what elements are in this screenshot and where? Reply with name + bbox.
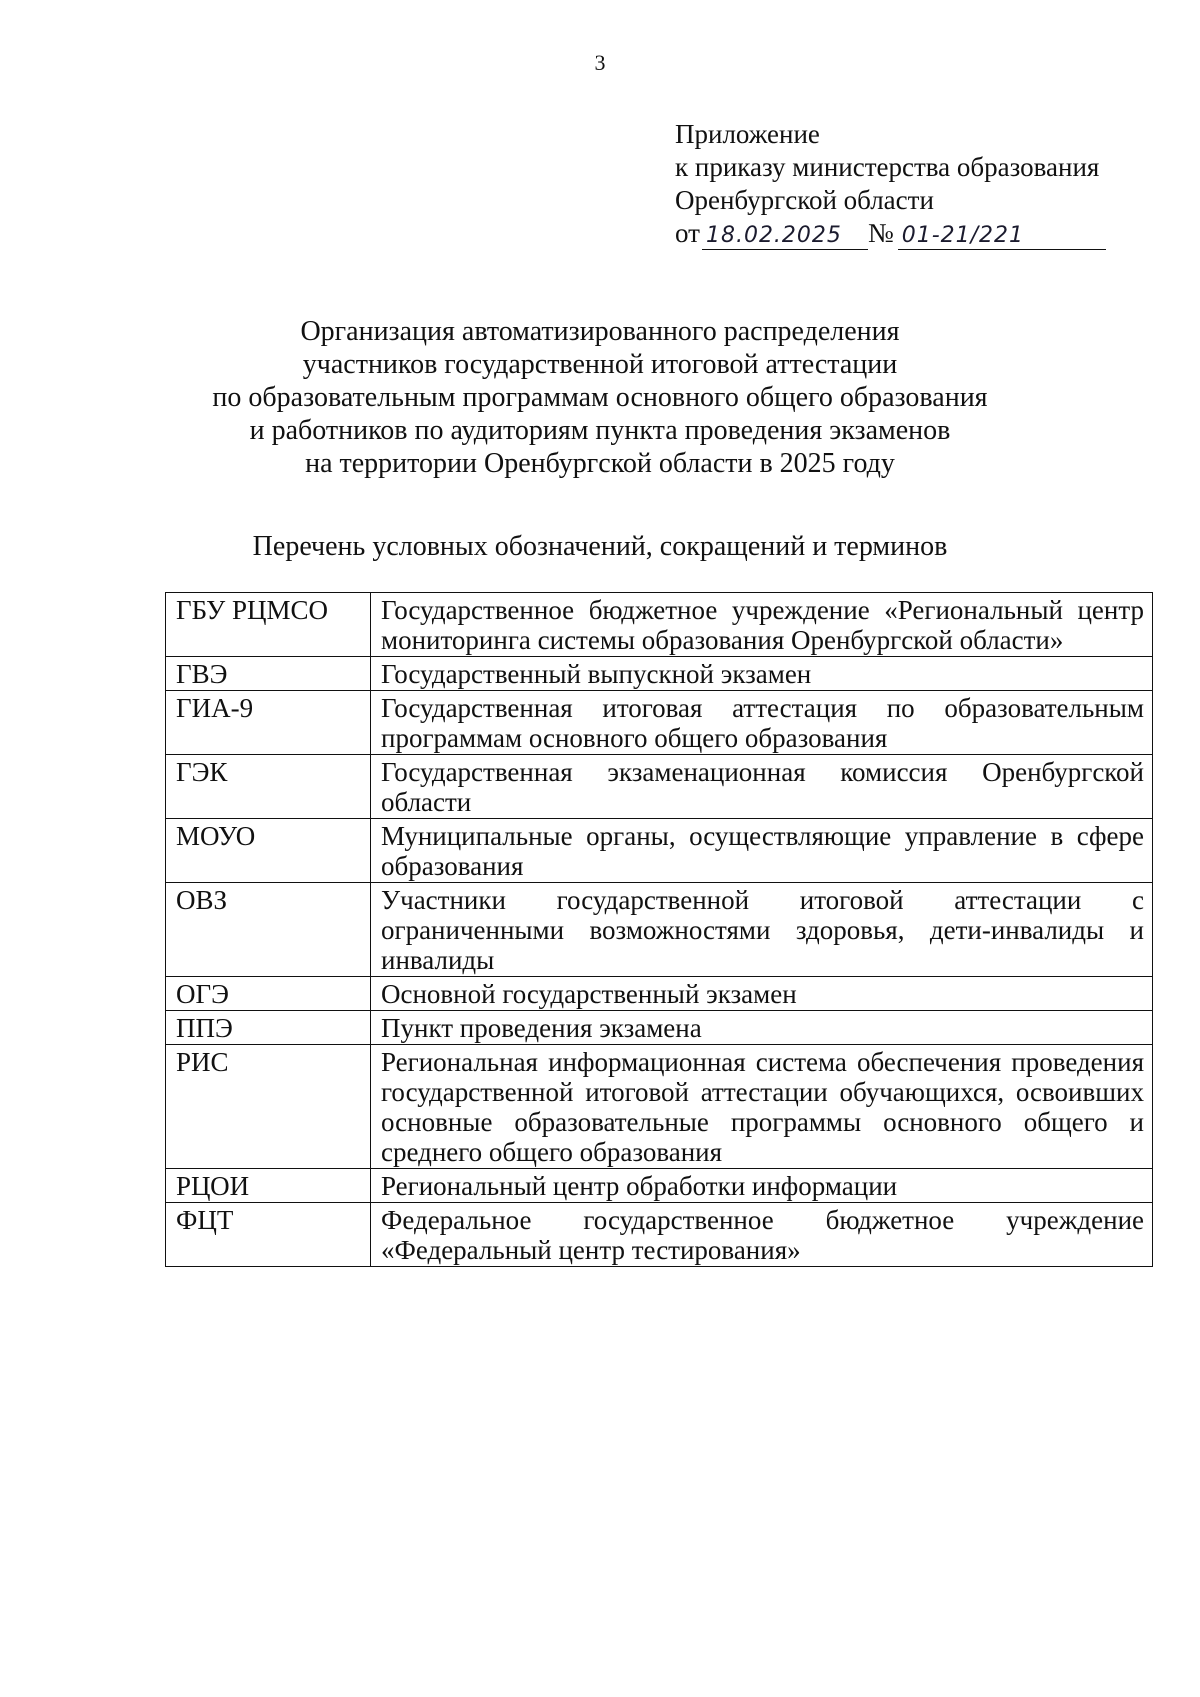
title-line: Организация автоматизированного распределения xyxy=(300,316,900,347)
date-prefix: от xyxy=(675,218,700,248)
title-line: участников государственной итоговой аттестации xyxy=(302,349,898,380)
term-definition: Государственное бюджетное учреждение «Региональный центр мониторинга системы образования Оренбургской области» xyxy=(371,593,1153,657)
term-abbreviation: ГБУ РЦМСО xyxy=(166,593,371,657)
handwritten-date: 18.02.2025 xyxy=(702,223,868,250)
term-abbreviation: ППЭ xyxy=(166,1011,371,1045)
term-definition: Государственная итоговая аттестация по образовательным программам основного общего образования xyxy=(371,691,1153,755)
table-row xyxy=(166,1203,1153,1267)
term-abbreviation: ОГЭ xyxy=(166,977,371,1011)
term-definition: Региональный центр обработки информации xyxy=(371,1169,1153,1203)
term-definition: Региональная информационная система обеспечения проведения государственной итоговой аттестации обучающихся, освоивших основные образовательные программы основного общего и среднего общего образования xyxy=(371,1045,1153,1169)
table-row xyxy=(166,755,1153,819)
term-abbreviation: ОВЗ xyxy=(166,883,371,977)
table-row xyxy=(166,657,1153,691)
handwritten-order-number: 01-21/221 xyxy=(898,223,1106,250)
annex-region-line: Оренбургской области xyxy=(675,185,934,215)
table-row xyxy=(166,1011,1153,1045)
term-definition: Участники государственной итоговой аттестации с ограниченными возможностями здоровья, дети-инвалиды и инвалиды xyxy=(371,883,1153,977)
annex-order-line: к приказу министерства образования xyxy=(675,152,1100,182)
term-abbreviation: ГВЭ xyxy=(166,657,371,691)
annex-label: Приложение xyxy=(675,119,820,149)
terms-table xyxy=(165,592,1153,1267)
term-definition: Государственная экзаменационная комиссия Оренбургской области xyxy=(371,755,1153,819)
table-row xyxy=(166,691,1153,755)
table-row xyxy=(166,593,1153,657)
page-number: 3 xyxy=(594,50,606,75)
title-line: и работников по аудиториям пункта проведения экзаменов xyxy=(249,415,951,446)
table-row xyxy=(166,977,1153,1011)
table-row xyxy=(166,819,1153,883)
term-definition: Пункт проведения экзамена xyxy=(371,1011,1153,1045)
term-definition: Основной государственный экзамен xyxy=(371,977,1153,1011)
table-row xyxy=(166,1045,1153,1169)
term-abbreviation: МОУО xyxy=(166,819,371,883)
term-definition: Федеральное государственное бюджетное учреждение «Федеральный центр тестирования» xyxy=(371,1203,1153,1267)
document-title xyxy=(0,315,1200,480)
term-abbreviation: ГИА-9 xyxy=(166,691,371,755)
table-row xyxy=(166,883,1153,977)
annex-header xyxy=(675,118,1145,250)
term-definition: Муниципальные органы, осуществляющие управление в сфере образования xyxy=(371,819,1153,883)
term-abbreviation: РИС xyxy=(166,1045,371,1169)
annex-date-number-line xyxy=(675,217,1145,250)
term-definition: Государственный выпускной экзамен xyxy=(371,657,1153,691)
term-abbreviation: РЦОИ xyxy=(166,1169,371,1203)
term-abbreviation: ГЭК xyxy=(166,755,371,819)
title-line: по образовательным программам основного общего образования xyxy=(212,382,988,413)
number-prefix: № xyxy=(867,218,894,248)
title-line: на территории Оренбургской области в 2025 году xyxy=(305,448,895,479)
terms-list-heading: Перечень условных обозначений, сокращений и терминов xyxy=(252,531,948,562)
term-abbreviation: ФЦТ xyxy=(166,1203,371,1267)
table-row xyxy=(166,1169,1153,1203)
